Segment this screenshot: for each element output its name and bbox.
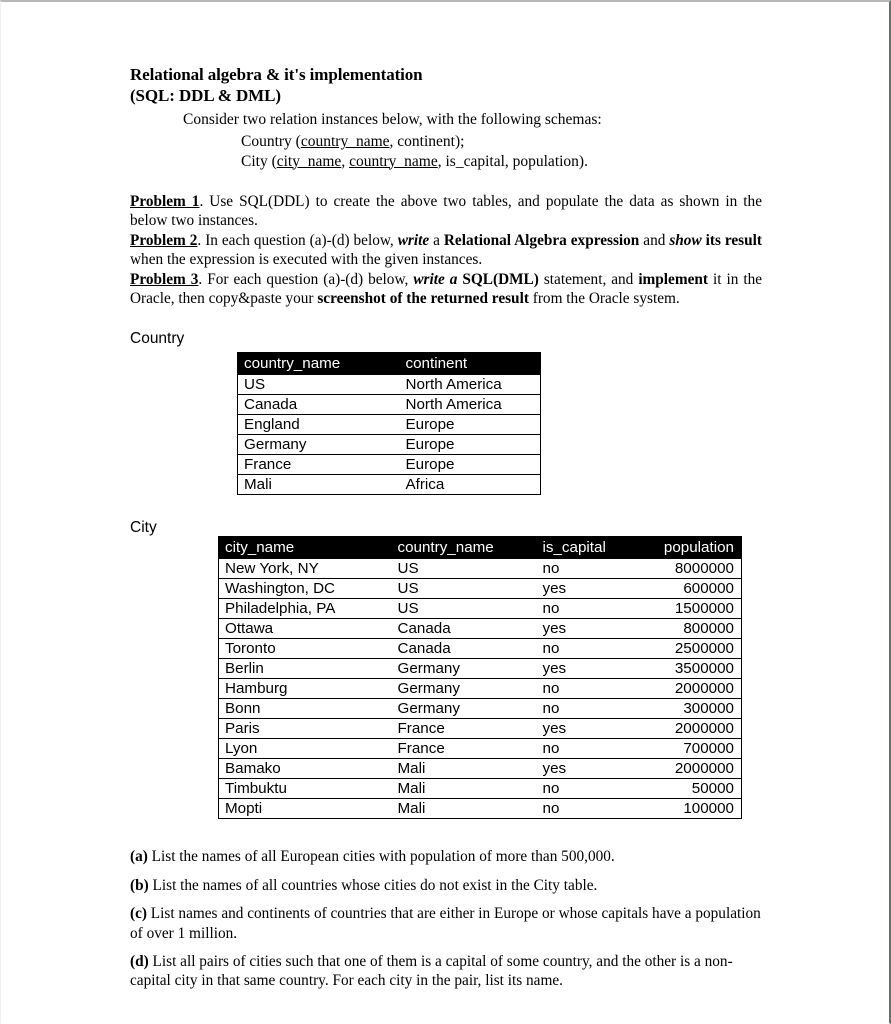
table-row [238,435,541,455]
country-cell: Africa [400,475,541,495]
city-cell: US [392,599,537,619]
problem-3-run-0: . For each question (a)-(d) below, [198,270,414,288]
city-cell: 50000 [645,779,742,799]
city-cell: Canada [392,639,537,659]
problem-2 [130,231,762,270]
table-row [219,739,742,759]
city-cell: US [392,579,537,599]
question-label: (c) [130,905,147,923]
city-cell: Philadelphia, PA [219,599,392,619]
country-cell: US [238,375,400,395]
table-row [219,559,742,579]
problem-3-run-4: implement [638,270,708,288]
country-table-body [238,375,541,495]
country-cell: England [238,415,400,435]
city-cell: no [537,739,645,759]
intro-text: Consider two relation instances below, with the following schemas: [183,111,602,128]
question-text: List names and continents of countries that are either in Europe or whose capitals have a population of over 1 million. [130,905,761,942]
city-table-body [219,559,742,819]
city-cell: 600000 [645,579,742,599]
problem-3-run-3: statement, and [538,270,639,288]
city-cell: no [537,699,645,719]
table-row [219,759,742,779]
question-text: List the names of all European cities with population of more than 500,000. [147,848,615,866]
problem-2-run-7: when the expression is executed with the given instances. [130,251,483,269]
country-cell: Europe [400,455,541,475]
country-cell: Europe [400,435,541,455]
question-item [130,904,762,943]
country-cell: Mali [238,475,400,495]
schema-city-key2: country_name [349,152,438,170]
city-cell: Bamako [219,759,392,779]
problem-list [130,192,762,308]
schema-city [241,152,762,172]
table-row [238,375,541,395]
city-cell: US [392,559,537,579]
table-row [219,599,742,619]
question-label: (b) [130,876,149,894]
city-col-header: city_name [219,537,392,559]
city-cell: Ottawa [219,619,392,639]
document-subtitle: (SQL: DDL & DML) [130,86,281,105]
country-table-header-row [238,353,541,375]
city-cell: New York, NY [219,559,392,579]
problem-2-label: Problem 2 [130,231,198,249]
problem-2-run-2: a [429,231,444,249]
question-item [130,952,762,991]
table-row [238,395,541,415]
question-text: List all pairs of cities such that one of them is a capital of some country, and the other is a non-capital city in that same country. For each city in the pair, list its name. [130,953,733,990]
city-cell: 1500000 [645,599,742,619]
city-cell: Washington, DC [219,579,392,599]
city-cell: no [537,779,645,799]
city-cell: 100000 [645,799,742,819]
table-row [238,455,541,475]
city-cell: yes [537,659,645,679]
problem-3-run-5: it in the Oracle, then copy&paste your [130,270,763,308]
city-cell: yes [537,619,645,639]
problem-3-run-2: SQL(DML) [457,270,539,288]
city-cell: Germany [392,659,537,679]
schema-city-sep: , [341,152,350,170]
city-cell: Toronto [219,639,392,659]
city-cell: Mali [392,759,537,779]
city-cell: 2500000 [645,639,742,659]
city-cell: 2000000 [645,719,742,739]
city-cell: Canada [392,619,537,639]
city-cell: no [537,599,645,619]
problem-2-run-5: show [669,231,702,249]
city-cell: 2000000 [645,679,742,699]
problem-3-run-1: write a [413,270,458,288]
country-cell: Germany [238,435,400,455]
problem-2-run-1: write [397,231,430,249]
city-cell: 2000000 [645,759,742,779]
city-cell: 300000 [645,699,742,719]
table-row [219,579,742,599]
city-cell: 800000 [645,619,742,639]
city-cell: 700000 [645,739,742,759]
city-cell: Hamburg [219,679,392,699]
problem-3-run-6: screenshot of the returned result [317,290,529,308]
country-table-wrapper [237,352,541,495]
city-cell: France [392,719,537,739]
schema-country [241,132,762,152]
city-cell: Berlin [219,659,392,679]
city-cell: no [537,679,645,699]
country-cell: Europe [400,415,541,435]
table-row [219,799,742,819]
city-cell: yes [537,719,645,739]
question-list [130,847,762,990]
table-row [219,619,742,639]
country-col-header: country_name [238,353,400,375]
country-table-section [130,330,762,514]
table-row [238,415,541,435]
country-cell: North America [400,375,541,395]
problem-1 [130,192,762,231]
city-cell: France [392,739,537,759]
city-cell: no [537,639,645,659]
city-table [218,536,742,819]
city-col-header: population [645,537,742,559]
question-item [130,876,762,895]
city-cell: Bonn [219,699,392,719]
problem-1-run-0: . Use SQL(DDL) to create the above two tables, and populate the data as shown in the below two instances. [130,193,762,230]
country-cell: France [238,455,400,475]
city-table-caption: City [130,519,157,537]
city-cell: Mali [392,779,537,799]
city-cell: Lyon [219,739,392,759]
city-table-section [130,519,762,827]
city-col-header: country_name [392,537,537,559]
city-cell: Timbuktu [219,779,392,799]
table-row [219,699,742,719]
problem-3 [130,270,762,309]
problem-3-label: Problem 3 [130,270,199,288]
table-row [219,719,742,739]
city-cell: yes [537,579,645,599]
table-row [238,475,541,495]
city-cell: Paris [219,719,392,739]
city-cell: 3500000 [645,659,742,679]
schema-block [241,132,762,171]
document-title: Relational algebra & it's implementation [130,65,423,84]
country-col-header: continent [400,353,541,375]
question-text: List the names of all countries whose cities do not exist in the City table. [148,876,598,894]
schema-country-rest: , continent); [389,133,465,150]
city-col-header: is_capital [537,537,645,559]
problem-2-run-6: its result [701,231,762,249]
table-row [219,639,742,659]
table-row [219,679,742,699]
city-cell: 8000000 [645,559,742,579]
schema-country-prefix: Country ( [241,133,301,150]
question-label: (a) [130,848,148,866]
city-cell: Germany [392,679,537,699]
city-table-header-row [219,537,742,559]
country-table [237,352,541,495]
schema-city-prefix: City ( [241,152,277,170]
city-cell: no [537,799,645,819]
country-table-caption: Country [130,330,185,348]
table-row [219,779,742,799]
city-table-wrapper [218,536,742,819]
schema-city-key1: city_name [276,152,342,170]
city-cell: yes [537,759,645,779]
question-item [130,847,762,866]
problem-3-run-7: from the Oracle system. [528,290,680,308]
city-cell: Germany [392,699,537,719]
document-content [130,64,762,991]
problem-2-run-4: and [639,231,670,249]
city-cell: Mali [392,799,537,819]
schema-country-key: country_name [300,133,390,150]
city-cell: no [537,559,645,579]
country-cell: Canada [238,395,400,415]
country-cell: North America [400,395,541,415]
table-row [219,659,742,679]
problem-2-run-0: . In each question (a)-(d) below, [197,231,398,249]
schema-city-rest: , is_capital, population). [437,152,588,170]
city-cell: Mopti [219,799,392,819]
problem-1-label: Problem 1 [130,193,200,210]
question-label: (d) [130,953,149,971]
problem-2-run-3: Relational Algebra expression [443,231,640,249]
